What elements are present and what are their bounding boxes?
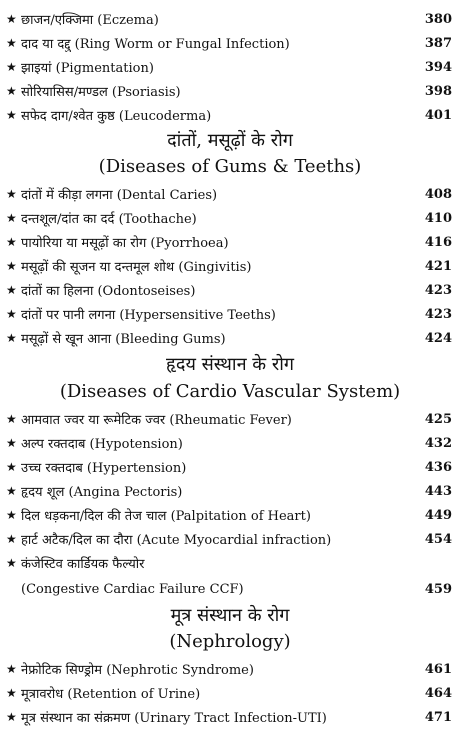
entry-title: नेफ्रोटिक सिण्ड्रोम (Nephrotic Syndrome) bbox=[21, 663, 254, 678]
entry-title: दाद या दद्दु (Ring Worm or Fungal Infection) bbox=[21, 37, 290, 52]
star-icon: ★ bbox=[6, 436, 17, 450]
entry-page: 401 bbox=[424, 107, 452, 123]
toc-entry bbox=[6, 480, 452, 502]
toc-entry bbox=[6, 432, 452, 454]
toc-entry bbox=[6, 279, 452, 301]
section-heading-hindi: मूत्र संस्थान के रोग bbox=[170, 605, 290, 626]
entry-title: दांतों का हिलना (Odontoseises) bbox=[21, 284, 196, 299]
toc-entry bbox=[6, 552, 452, 574]
toc-entry bbox=[6, 327, 452, 349]
star-icon: ★ bbox=[6, 283, 17, 297]
section-heading-english: (Diseases of Gums & Teeths) bbox=[98, 156, 362, 177]
entry-title: मूत्र संस्थान का संक्रमण (Urinary Tract Infection-UTI) bbox=[21, 711, 327, 726]
toc-entry bbox=[6, 303, 452, 325]
star-icon: ★ bbox=[6, 108, 17, 122]
entry-title: कंजेस्टिव कार्डियक फैल्योर bbox=[21, 557, 145, 572]
entry-title: दिल धड़कना/दिल की तेज चाल (Palpitation of Heart) bbox=[21, 509, 311, 524]
toc-entry-continuation bbox=[6, 578, 452, 600]
toc-entry bbox=[6, 32, 452, 54]
entry-page: 454 bbox=[424, 531, 452, 547]
star-icon: ★ bbox=[6, 235, 17, 249]
star-icon: ★ bbox=[6, 508, 17, 522]
star-icon: ★ bbox=[6, 532, 17, 546]
entry-page: 449 bbox=[424, 507, 452, 523]
entry-title: हार्ट अटैक/दिल का दौरा (Acute Myocardial infraction) bbox=[21, 533, 332, 548]
entry-page: 398 bbox=[424, 83, 452, 99]
toc-entry bbox=[6, 658, 452, 680]
star-icon: ★ bbox=[6, 662, 17, 676]
section-heading-english: (Diseases of Cardio Vascular System) bbox=[59, 381, 401, 402]
star-icon: ★ bbox=[6, 187, 17, 201]
toc-entry bbox=[6, 80, 452, 102]
entry-title: सोरियासिस/मण्डल (Psoriasis) bbox=[21, 85, 181, 100]
entry-page: 424 bbox=[424, 330, 452, 346]
entry-page: 387 bbox=[424, 35, 452, 51]
section-heading-hindi: दांतों, मसूढ़ों के रोग bbox=[167, 130, 293, 151]
entry-title: पायोरिया या मसूढ़ों का रोग (Pyorrhoea) bbox=[21, 236, 229, 251]
toc-entry bbox=[6, 255, 452, 277]
toc-entry bbox=[6, 231, 452, 253]
toc-entry bbox=[6, 207, 452, 229]
entry-title: आमवात ज्वर या रूमेटिक ज्वर (Rheumatic Fever) bbox=[21, 413, 292, 428]
toc-entry bbox=[6, 528, 452, 550]
entry-page: 471 bbox=[424, 709, 452, 725]
star-icon: ★ bbox=[6, 259, 17, 273]
star-icon: ★ bbox=[6, 211, 17, 225]
entry-title: मसूढ़ों की सूजन या दन्तमूल शोथ (Gingivitis) bbox=[21, 260, 252, 275]
star-icon: ★ bbox=[6, 307, 17, 321]
entry-title: उच्च रक्तदाब (Hypertension) bbox=[21, 461, 187, 476]
entry-title: दांतों पर पानी लगना (Hypersensitive Teeths) bbox=[21, 308, 276, 323]
entry-title: दन्तशूल/दांत का दर्द (Toothache) bbox=[21, 212, 197, 227]
entry-title: झाइयां (Pigmentation) bbox=[21, 61, 154, 76]
entry-page: 425 bbox=[424, 411, 452, 427]
entry-title: सफेद दाग/श्वेत कुष्ठ (Leucoderma) bbox=[21, 109, 212, 124]
entry-page: 421 bbox=[424, 258, 452, 274]
entry-page: 416 bbox=[424, 234, 452, 250]
entry-page: 423 bbox=[424, 282, 452, 298]
entry-title: (Congestive Cardiac Failure CCF) bbox=[21, 581, 244, 597]
star-icon: ★ bbox=[6, 331, 17, 345]
toc-entry bbox=[6, 8, 452, 30]
star-icon: ★ bbox=[6, 12, 17, 26]
entry-page: 436 bbox=[424, 459, 452, 475]
entry-page: 464 bbox=[424, 685, 452, 701]
entry-page: 410 bbox=[424, 210, 452, 226]
entry-page: 408 bbox=[424, 186, 452, 202]
star-icon: ★ bbox=[6, 36, 17, 50]
entry-title: अल्प रक्तदाब (Hypotension) bbox=[21, 437, 183, 452]
entry-page: 380 bbox=[424, 11, 452, 27]
entry-title: हृदय शूल (Angina Pectoris) bbox=[21, 485, 183, 500]
toc-entry bbox=[6, 104, 452, 126]
toc-entry bbox=[6, 183, 452, 205]
star-icon: ★ bbox=[6, 686, 17, 700]
star-icon: ★ bbox=[6, 484, 17, 498]
toc-entry bbox=[6, 706, 452, 728]
entry-title: छाजन/एक्जिमा (Eczema) bbox=[21, 13, 159, 28]
star-icon: ★ bbox=[6, 710, 17, 724]
toc-entry bbox=[6, 456, 452, 478]
entry-title: दांतों में कीड़ा लगना (Dental Caries) bbox=[21, 188, 218, 203]
section-heading-english: (Nephrology) bbox=[169, 631, 291, 652]
star-icon: ★ bbox=[6, 556, 17, 570]
entry-title: मसूढ़ों से खून आना (Bleeding Gums) bbox=[21, 332, 226, 347]
star-icon: ★ bbox=[6, 84, 17, 98]
entry-page: 394 bbox=[424, 59, 452, 75]
star-icon: ★ bbox=[6, 412, 17, 426]
entry-page: 459 bbox=[424, 581, 452, 597]
section-heading-hindi: हृदय संस्थान के रोग bbox=[165, 354, 294, 375]
entry-title: मूत्रावरोध (Retention of Urine) bbox=[21, 687, 201, 702]
entry-page: 423 bbox=[424, 306, 452, 322]
entry-page: 432 bbox=[424, 435, 452, 451]
toc-entry bbox=[6, 682, 452, 704]
toc-entry bbox=[6, 56, 452, 78]
entry-page: 443 bbox=[424, 483, 452, 499]
star-icon: ★ bbox=[6, 460, 17, 474]
star-icon: ★ bbox=[6, 60, 17, 74]
entry-page: 461 bbox=[424, 661, 452, 677]
toc-entry bbox=[6, 504, 452, 526]
toc-entry bbox=[6, 408, 452, 430]
